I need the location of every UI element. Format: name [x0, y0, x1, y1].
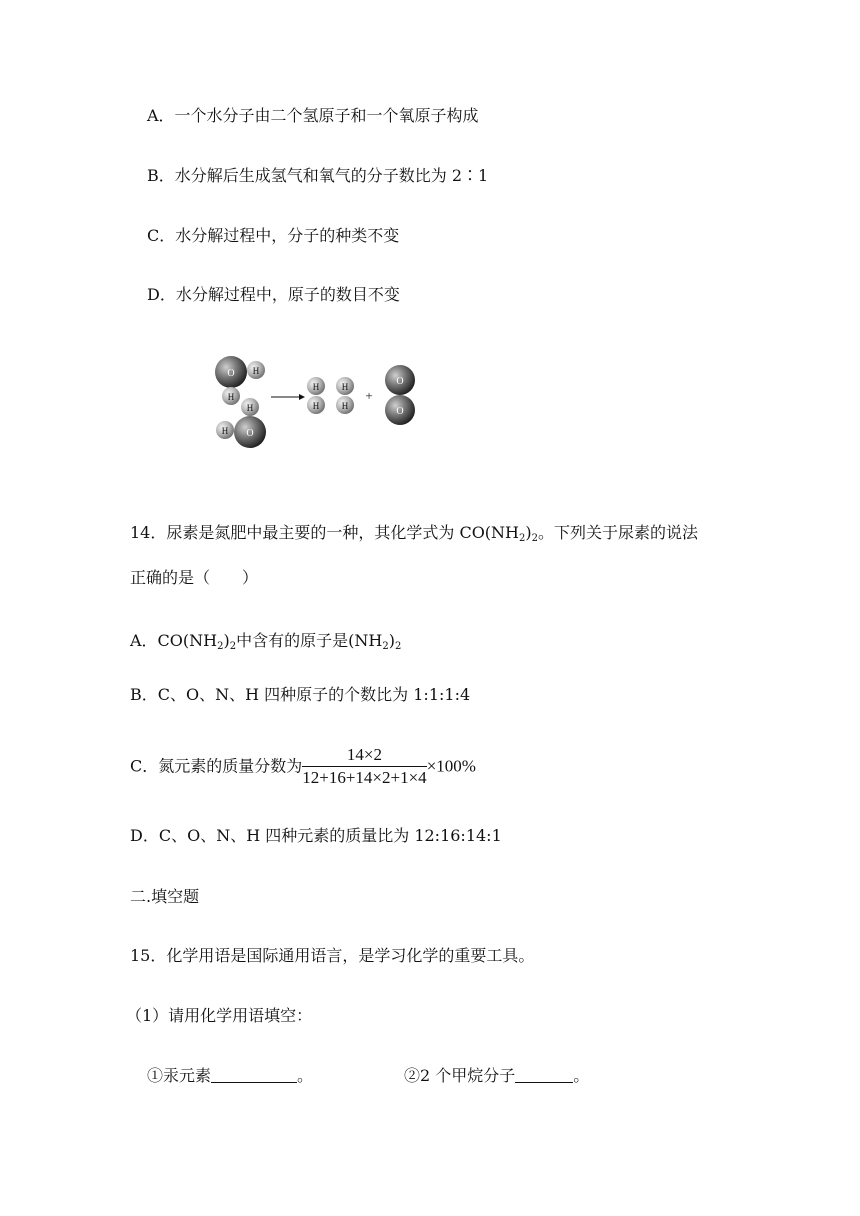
q15-item1-end: 。: [297, 1066, 314, 1085]
fraction-numerator: 14×2: [302, 745, 426, 767]
water-decomposition-diagram: [205, 352, 425, 454]
q14-option-c: [130, 744, 476, 789]
q14-option-a-part: A．CO(NH: [130, 631, 218, 650]
q14-stem-line1: [130, 523, 698, 549]
q13-option-c: C．水分解过程中，分子的种类不变: [147, 226, 400, 245]
q14-option-a: [130, 631, 401, 657]
fraction-denominator: 12+16+14×2+1×4: [302, 768, 427, 787]
oxygen-label: O: [396, 376, 404, 387]
hydrogen-molecule-2: [336, 377, 354, 414]
mass-fraction-formula: [302, 745, 426, 788]
oxygen-label: O: [227, 368, 235, 379]
plus-sign: +: [365, 388, 373, 403]
subscript: 2: [229, 641, 237, 652]
oxygen-label: O: [246, 428, 254, 439]
q15-item1: [147, 1066, 313, 1086]
q14-option-a-part: ): [223, 631, 230, 650]
subscript: 2: [394, 641, 402, 652]
q14-option-a-part: 中含有的原子是(NH: [236, 631, 383, 650]
q15-part1: （1）请用化学用语填空：: [126, 1006, 313, 1025]
oxygen-label: O: [396, 406, 404, 417]
subscript: 2: [531, 533, 539, 544]
water-molecule-2: [216, 398, 266, 448]
section-heading: 二.填空题: [130, 887, 200, 906]
q14-stem-part: ): [525, 523, 532, 542]
hydrogen-label: H: [341, 382, 349, 392]
q15-item2-label: ②2 个甲烷分子: [404, 1066, 516, 1085]
q15-item1-label: ①汞元素: [147, 1066, 212, 1085]
q15-item2: [404, 1066, 589, 1086]
hydrogen-label: H: [246, 403, 254, 413]
q13-option-b: B．水分解后生成氢气和氧气的分子数比为 2∶1: [147, 166, 489, 185]
hydrogen-label: H: [252, 366, 260, 376]
subscript: 2: [382, 641, 389, 652]
q15-item2-end: 。: [573, 1066, 590, 1085]
oxygen-molecule: [385, 365, 415, 425]
water-molecule-1: [215, 356, 265, 405]
q13-option-d: D．水分解过程中，原子的数目不变: [147, 285, 400, 304]
subscript: 2: [217, 641, 224, 652]
q14-stem-part: 。下列关于尿素的说法: [538, 523, 699, 542]
reaction-arrow-icon: [271, 394, 305, 400]
hydrogen-label: H: [312, 382, 320, 392]
subscript: 2: [519, 533, 526, 544]
q14-stem-line2: 正确的是（ ）: [130, 568, 259, 587]
hydrogen-label: H: [312, 401, 320, 411]
answer-blank[interactable]: [211, 1068, 297, 1083]
q14-option-c-prefix: C．氮元素的质量分数为: [130, 756, 303, 776]
q14-option-b: B．C、O、N、H 四种原子的个数比为 1:1:1:4: [130, 685, 471, 704]
hydrogen-label: H: [341, 401, 349, 411]
answer-blank[interactable]: [515, 1068, 573, 1083]
q13-option-a: A．一个水分子由二个氢原子和一个氧原子构成: [147, 106, 479, 125]
hydrogen-molecule-1: [307, 377, 325, 414]
hydrogen-label: H: [227, 392, 235, 402]
q14-option-d: D．C、O、N、H 四种元素的质量比为 12:16:14:1: [130, 826, 502, 845]
q14-option-a-part: ): [388, 631, 395, 650]
q14-option-c-suffix: ×100%: [426, 756, 476, 776]
q15-stem: 15．化学用语是国际通用语言，是学习化学的重要工具。: [130, 946, 535, 965]
hydrogen-label: H: [221, 426, 229, 436]
q14-stem-part: 14．尿素是氮肥中最主要的一种，其化学式为 CO(NH: [130, 523, 520, 542]
